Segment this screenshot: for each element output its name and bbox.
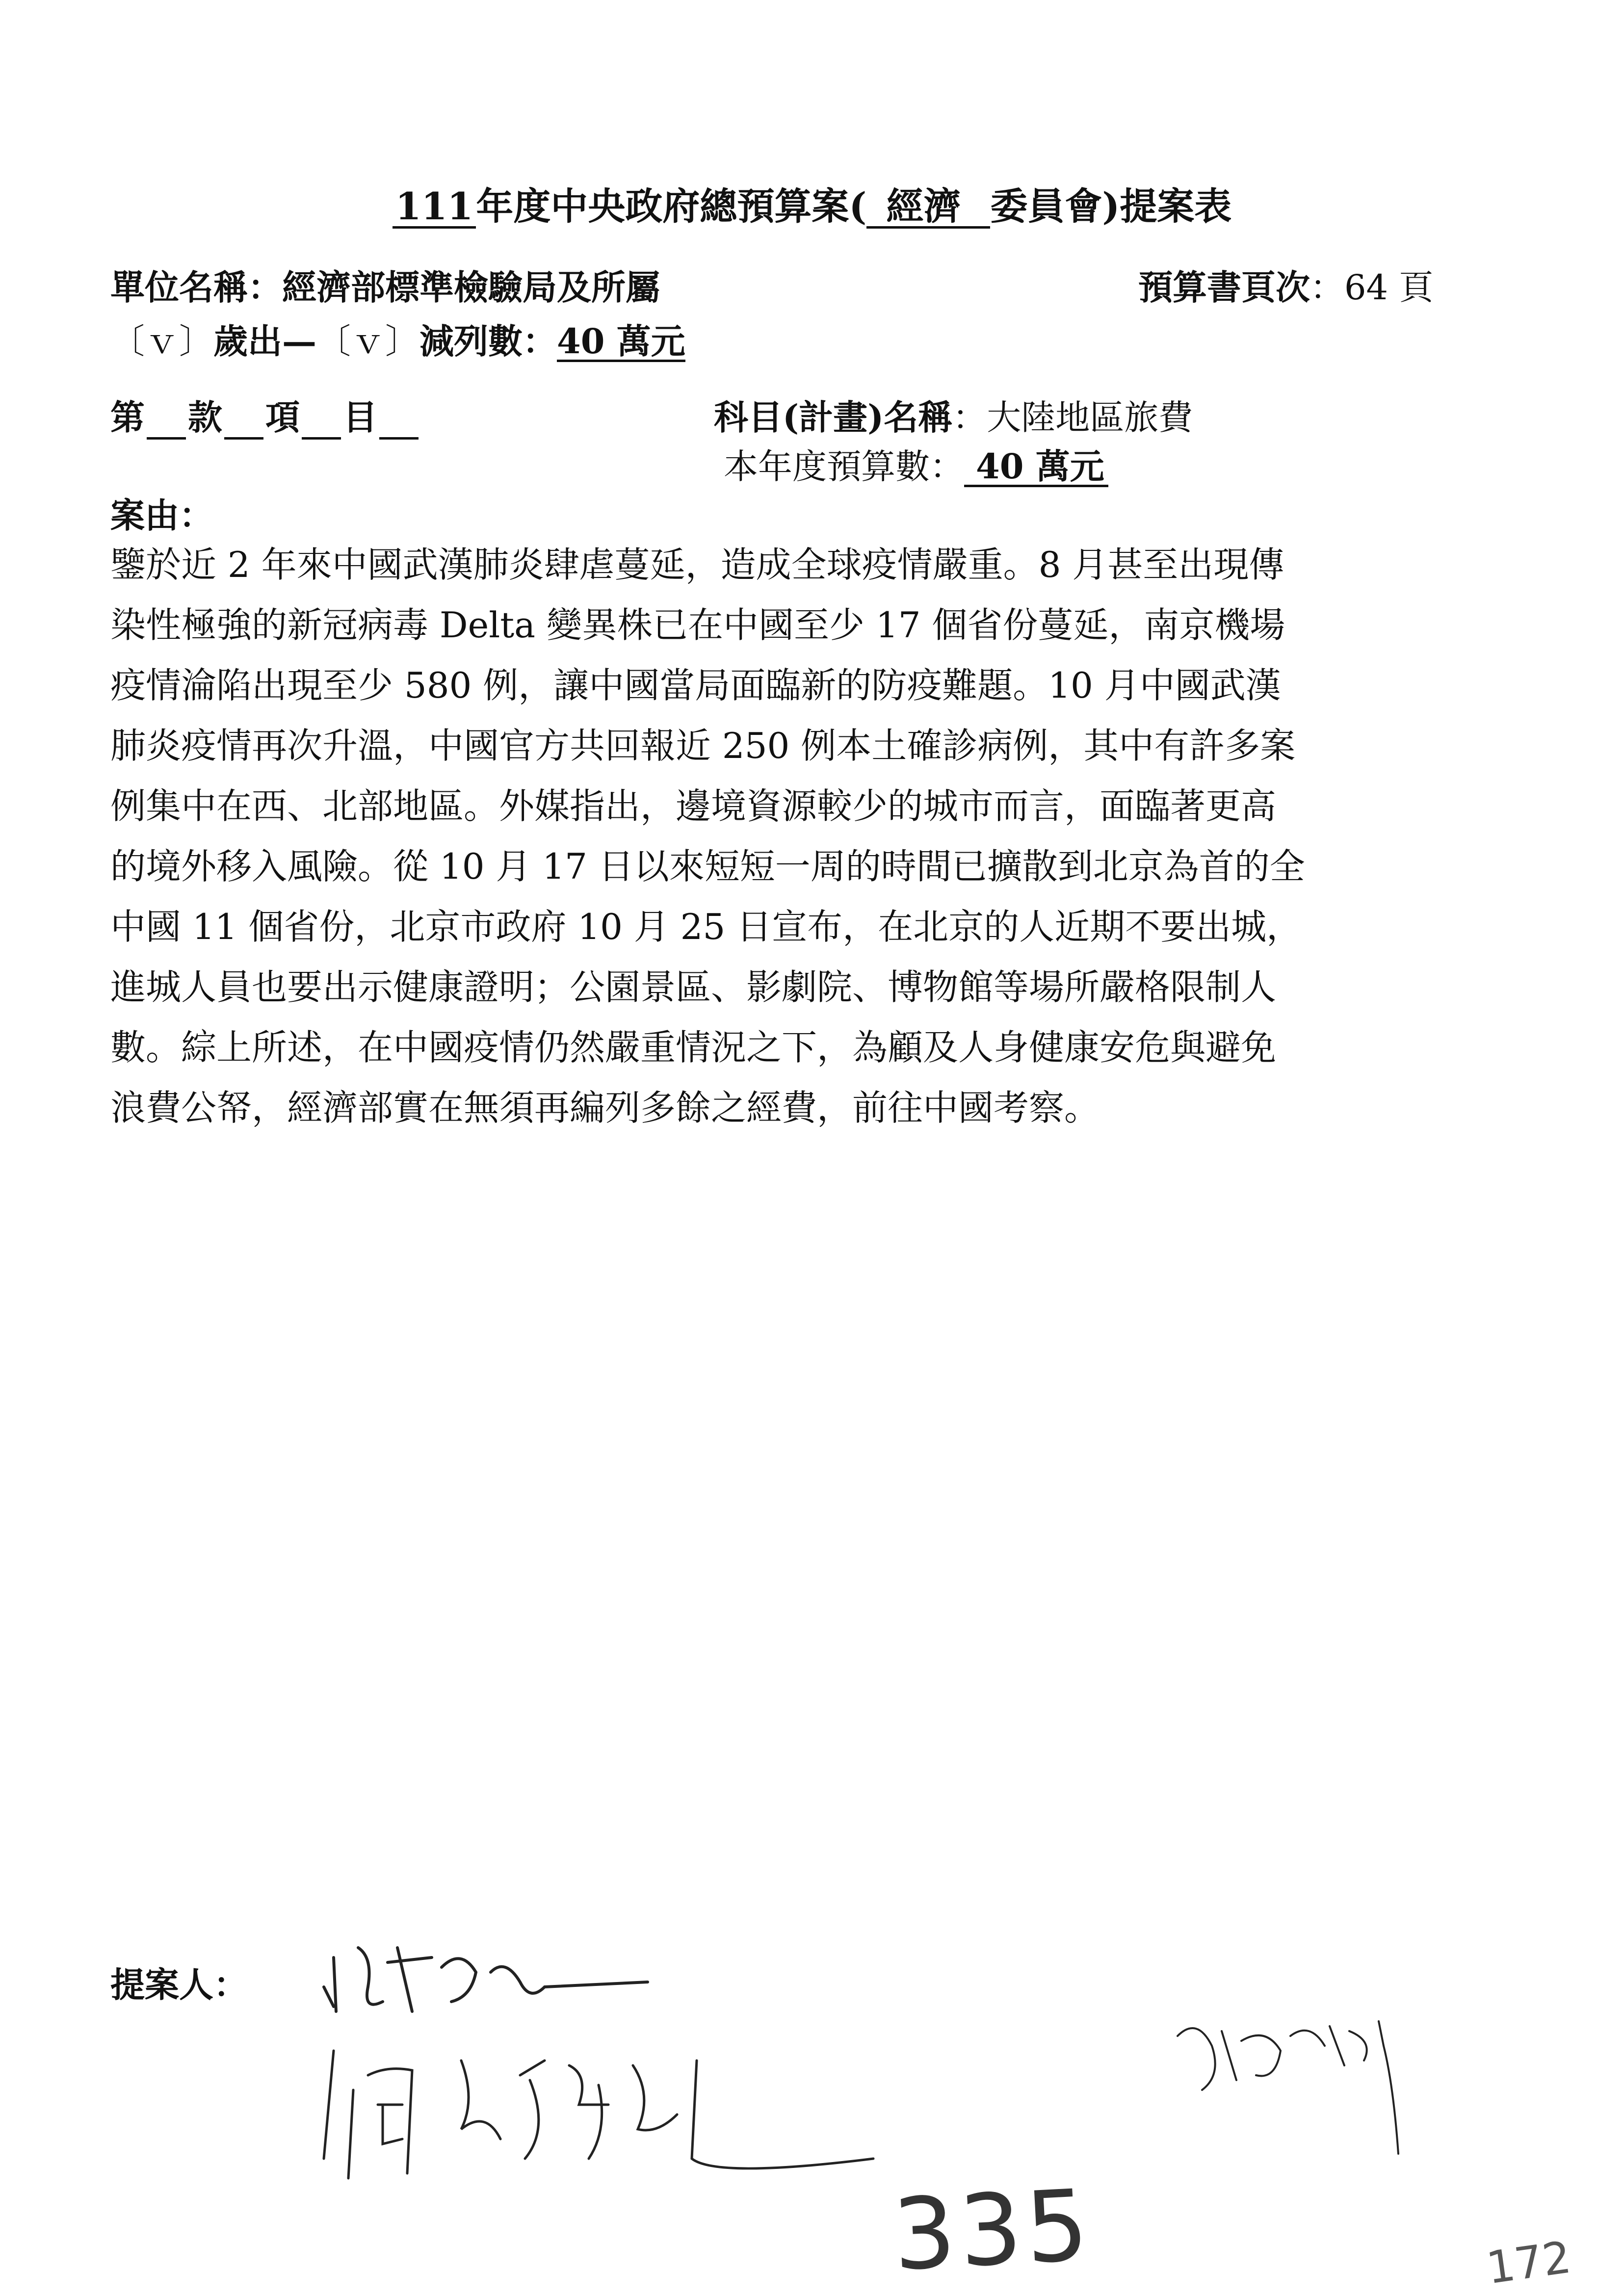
proposer-label: 提案人： (110, 1964, 248, 2005)
item-codes-row (110, 390, 420, 440)
item-kuan: 款 (188, 397, 222, 438)
fiscal-year: 111 (393, 187, 476, 229)
item-di-blank (147, 407, 186, 440)
reason-line: 中國 11 個省份，北京市政府 10 月 25 日宣布，在北京的人近期不要出城， (110, 906, 1302, 947)
form-title (0, 177, 1624, 230)
reduction-check: 〔ｖ〕 (316, 321, 419, 362)
expenditure-label: 歲出 (213, 321, 282, 362)
item-xiang-blank (302, 407, 341, 440)
reason-line: 肺炎疫情再次升溫，中國官方共回報近 250 例本土確診病例，其中有許多案 (110, 725, 1296, 766)
signature-1 (314, 1928, 657, 2028)
subject-value: ：大陸地區旅費 (952, 397, 1193, 438)
item-mu-blank (379, 407, 419, 440)
unit-label: 單位名稱： (110, 267, 282, 308)
budget-page-row (1138, 260, 1433, 310)
expenditure-dash: — (282, 321, 316, 362)
annual-budget-row (724, 439, 1108, 489)
unit-name-row (110, 260, 660, 310)
annual-budget-label: 本年度預算數： (724, 446, 964, 487)
expenditure-row (110, 314, 685, 364)
unit-value: 經濟部標準檢驗局及所屬 (282, 267, 660, 308)
reason-line: 染性極強的新冠病毒 Delta 變異株已在中國至少 17 個省份蔓延，南京機場 (110, 604, 1285, 646)
reason-line: 鑒於近 2 年來中國武漢肺炎肆虐蔓延，造成全球疫情嚴重。8 月甚至出現傳 (110, 544, 1284, 585)
budget-page-label: 預算書頁次 (1138, 267, 1310, 308)
reduction-label: 減列數： (419, 321, 557, 362)
committee-name: 經濟 (866, 187, 990, 229)
item-kuan-blank (224, 407, 263, 440)
reason-line: 進城人員也要出示健康證明；公園景區、影劇院、博物館等場所嚴格限制人 (110, 966, 1277, 1008)
reason-line: 數。綜上所述，在中國疫情仍然嚴重情況之下，為顧及人身健康安危與避免 (110, 1027, 1277, 1068)
reason-line: 疫情淪陷出現至少 580 例，讓中國當局面臨新的防疫難題。10 月中國武漢 (110, 665, 1281, 706)
annual-budget-amount: 40 萬元 (964, 448, 1108, 487)
handwritten-page-number: 335 (890, 2168, 1095, 2293)
expenditure-check: 〔ｖ〕 (110, 321, 213, 362)
signature-3 (1168, 2007, 1423, 2166)
item-xiang: 項 (265, 397, 300, 438)
title-part-b: 委員會)提案表 (990, 184, 1232, 228)
reason-label: 案由： (110, 495, 213, 536)
title-part-a: 年度中央政府總預算案( (476, 184, 867, 228)
reason-line: 的境外移入風險。從 10 月 17 日以來短短一周的時間已擴散到北京為首的全 (110, 846, 1305, 887)
subject-label: 科目(計畫)名稱 (714, 397, 953, 438)
signature-2 (314, 2031, 878, 2200)
reason-line: 例集中在西、北部地區。外媒指出，邊境資源較少的城市而言，面臨著更高 (110, 785, 1277, 827)
subject-row (714, 390, 1193, 440)
reason-body (110, 535, 1543, 1138)
budget-page-value: ：64 頁 (1310, 267, 1434, 308)
corner-number: 172 (1483, 2231, 1574, 2295)
reason-line: 浪費公帑，經濟部實在無須再編列多餘之經費，前往中國考察。 (110, 1087, 1100, 1128)
reduction-amount: 40 萬元 (557, 321, 685, 362)
item-mu: 目 (343, 397, 377, 438)
item-di: 第 (110, 397, 145, 438)
